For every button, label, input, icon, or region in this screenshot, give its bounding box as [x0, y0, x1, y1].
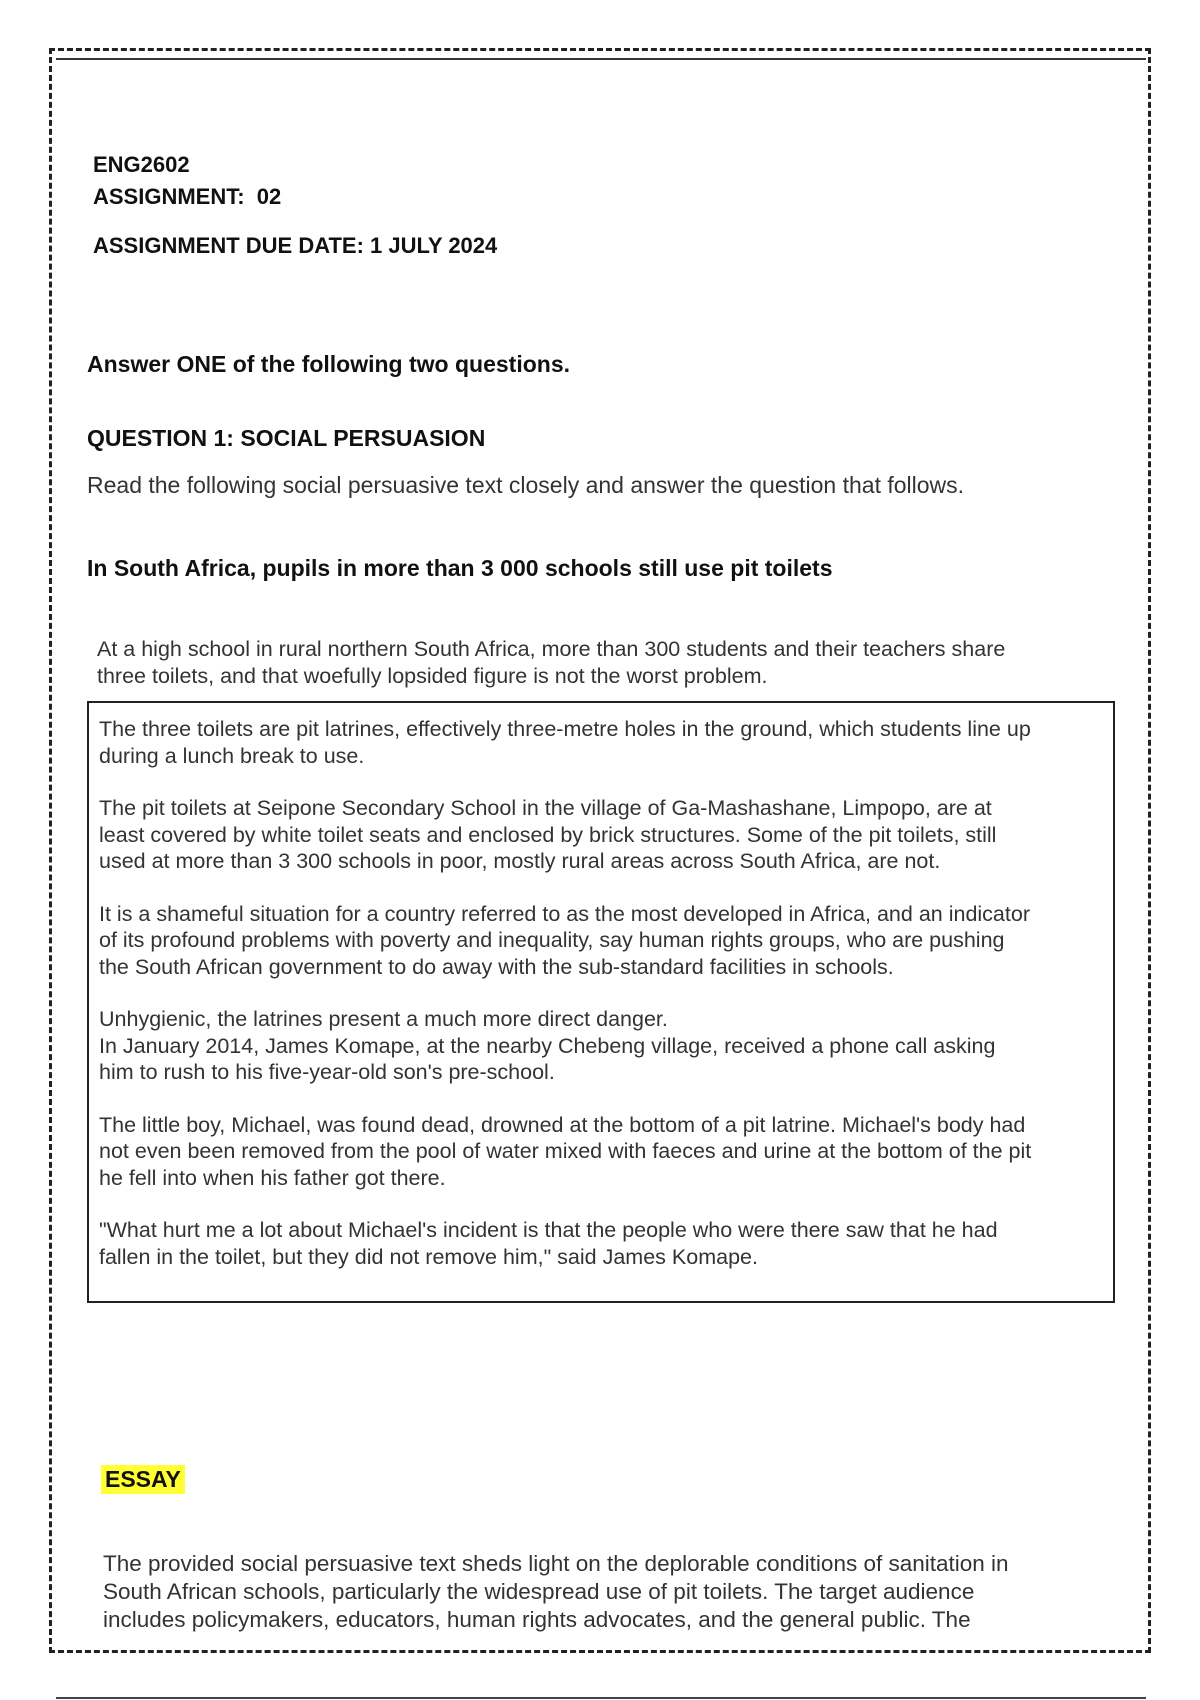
- paragraph-line: he fell into when his father got there.: [99, 1165, 446, 1190]
- article-paragraph-5: [99, 1112, 1115, 1192]
- essay-body: [103, 1550, 1103, 1634]
- paragraph-line: him to rush to his five-year-old son's pre-school.: [99, 1060, 555, 1084]
- article-paragraph-3: [99, 901, 1115, 981]
- paragraph-line: The three toilets are pit latrines, effectively three-metre holes in the ground, which students line up: [99, 717, 1031, 741]
- article-paragraph-4: [99, 1006, 1115, 1086]
- essay-label: ESSAY: [101, 1465, 185, 1494]
- assignment-number: ASSIGNMENT: 02: [93, 184, 282, 209]
- article-paragraph-1: [99, 716, 1115, 769]
- read-prompt: Read the following social persuasive text closely and answer the question that follows.: [87, 472, 965, 498]
- top-rule: [56, 58, 1146, 60]
- answer-instruction: Answer ONE of the following two questions.: [87, 351, 570, 377]
- lead-line: At a high school in rural northern South Africa, more than 300 students and their teachers share: [97, 637, 1006, 661]
- article-headline: In South Africa, pupils in more than 3 000 schools still use pit toilets: [87, 555, 833, 581]
- due-date: ASSIGNMENT DUE DATE: 1 JULY 2024: [93, 233, 498, 258]
- paragraph-line: least covered by white toilet seats and enclosed by brick structures. Some of the pit toilets, still: [99, 822, 997, 847]
- article-box: [87, 701, 1115, 1303]
- paragraph-line: "What hurt me a lot about Michael's incident is that the people who were there saw that he had: [99, 1218, 998, 1242]
- paragraph-line: during a lunch break to use.: [99, 743, 365, 768]
- paragraph-line: In January 2014, James Komape, at the nearby Chebeng village, received a phone call asking: [99, 1033, 996, 1058]
- course-code: ENG2602: [93, 152, 190, 177]
- paragraph-line: the South African government to do away with the sub-standard facilities in schools.: [99, 954, 894, 979]
- paragraph-line: It is a shameful situation for a country referred to as the most developed in Africa, and an indicator: [99, 901, 1030, 926]
- paragraph-line: Unhygienic, the latrines present a much more direct danger.: [99, 1007, 668, 1031]
- bottom-rule: [56, 1697, 1146, 1699]
- essay-line: The provided social persuasive text sheds light on the deplorable conditions of sanitation in: [103, 1551, 1009, 1576]
- paragraph-line: not even been removed from the pool of water mixed with faeces and urine at the bottom of the pit: [99, 1139, 1032, 1163]
- paragraph-line: used at more than 3 300 schools in poor, mostly rural areas across South Africa, are not.: [99, 849, 941, 873]
- paragraph-line: The pit toilets at Seipone Secondary School in the village of Ga-Mashashane, Limpopo, are at: [99, 796, 992, 820]
- question-title: QUESTION 1: SOCIAL PERSUASION: [87, 425, 486, 451]
- essay-line: includes policymakers, educators, human rights advocates, and the general public. The: [103, 1607, 971, 1632]
- lead-line: three toilets, and that woefully lopsided figure is not the worst problem.: [97, 663, 768, 688]
- paragraph-line: of its profound problems with poverty and inequality, say human rights groups, who are pushing: [99, 928, 1005, 952]
- article-paragraph-6: [99, 1217, 1115, 1270]
- paragraph-line: The little boy, Michael, was found dead, drowned at the bottom of a pit latrine. Michael's body had: [99, 1112, 1026, 1137]
- article-paragraph-2: [99, 795, 1115, 875]
- essay-line: South African schools, particularly the widespread use of pit toilets. The target audience: [103, 1579, 975, 1604]
- paragraph-line: fallen in the toilet, but they did not remove him," said James Komape.: [99, 1244, 758, 1269]
- lead-paragraph: [97, 636, 1107, 689]
